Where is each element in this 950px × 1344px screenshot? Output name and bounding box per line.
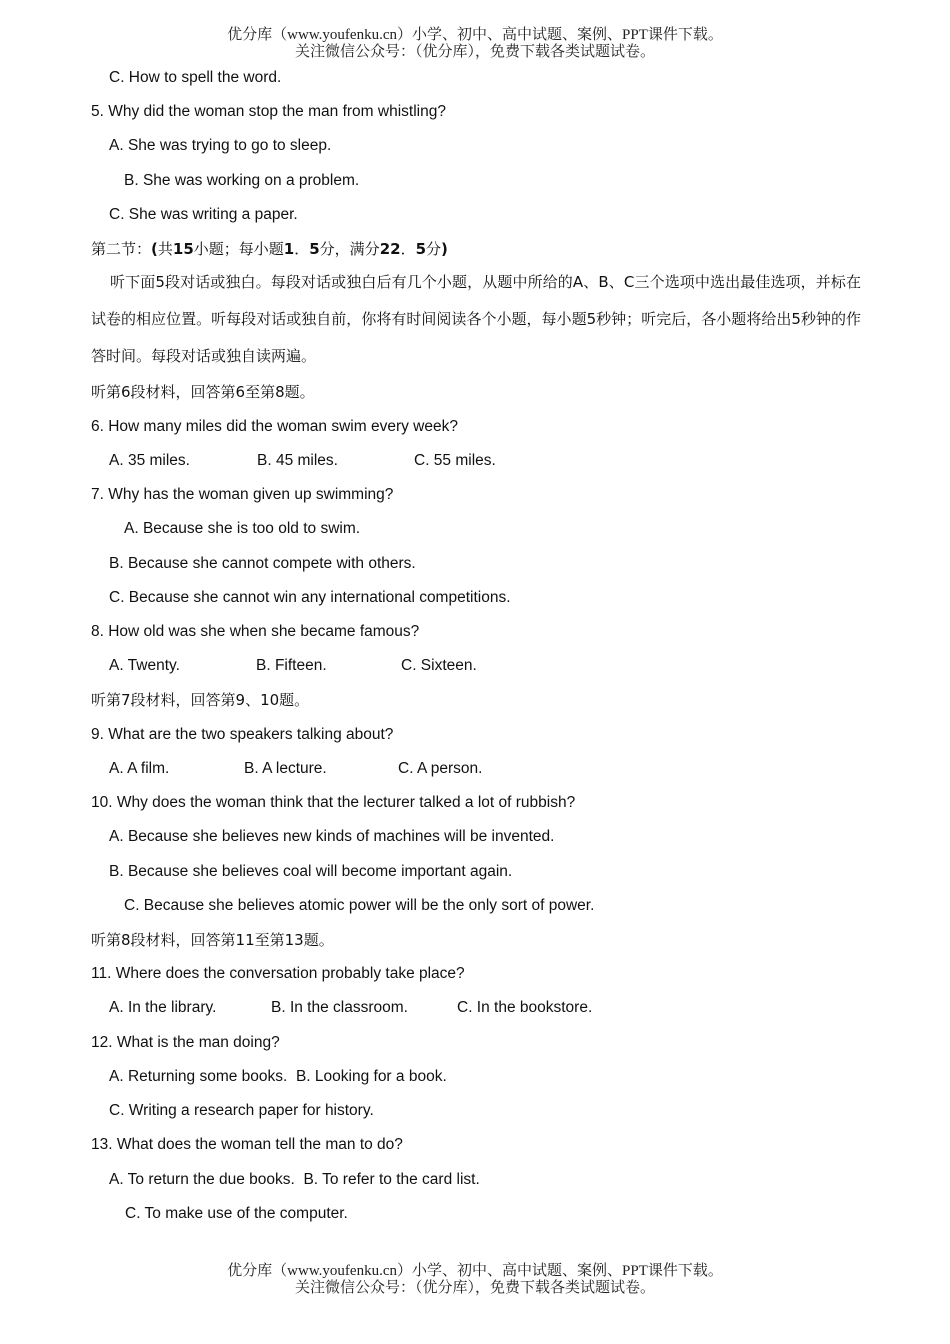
q12-option-c: C. Writing a research paper for history.	[109, 1102, 374, 1119]
header-line-1: 优分库（www.youfenku.cn）小学、初中、高中试题、案例、PPT课件下载。	[227, 27, 723, 43]
q6-option-a: A. 35 miles.	[109, 452, 190, 469]
q13-options-ab: A. To return the due books. B. To refer to the card list.	[109, 1171, 480, 1188]
q10-option-c: C. Because she believes atomic power will be the only sort of power.	[124, 897, 595, 914]
footer-line-2: 关注微信公众号：（优分库），免费下载各类试题试卷。	[294, 1280, 655, 1296]
q8-option-a: A. Twenty.	[109, 657, 180, 674]
q11-option-c: C. In the bookstore.	[457, 999, 593, 1016]
section-2-title: 第二节：(共15小题；每小题1．5分，满分22．5分)	[91, 240, 448, 258]
q6-option-c: C. 55 miles.	[414, 452, 496, 469]
q9-option-a: A. A film.	[109, 760, 170, 777]
q9-option-b: B. A lecture.	[244, 760, 327, 777]
page-header	[0, 27, 950, 61]
q7-option-c: C. Because she cannot win any international competitions.	[109, 589, 511, 606]
q8-option-c: C. Sixteen.	[401, 657, 477, 674]
q10-stem: 10. Why does the woman think that the lecturer talked a lot of rubbish?	[91, 794, 576, 811]
q5-option-c: C. She was writing a paper.	[109, 206, 298, 223]
q13-stem: 13. What does the woman tell the man to do?	[91, 1136, 403, 1153]
header-line-2: 关注微信公众号：（优分库），免费下载各类试题试卷。	[294, 44, 655, 60]
q6-stem: 6. How many miles did the woman swim every week?	[91, 418, 458, 435]
q10-option-b: B. Because she believes coal will become important again.	[109, 863, 513, 880]
q11-stem: 11. Where does the conversation probably take place?	[91, 965, 465, 982]
group-7-heading: 听第7段材料，回答第9、10题。	[91, 691, 310, 709]
footer-line-1: 优分库（www.youfenku.cn）小学、初中、高中试题、案例、PPT课件下载。	[227, 1263, 723, 1279]
q4-option-c: C. How to spell the word.	[109, 69, 282, 86]
page-footer	[0, 1263, 950, 1297]
q13-option-c: C. To make use of the computer.	[125, 1205, 348, 1222]
q8-stem: 8. How old was she when she became famous?	[91, 623, 420, 640]
q9-stem: 9. What are the two speakers talking about?	[91, 726, 394, 743]
q11-option-b: B. In the classroom.	[271, 999, 408, 1016]
q7-option-b: B. Because she cannot compete with others.	[109, 555, 416, 572]
q7-option-a: A. Because she is too old to swim.	[124, 520, 361, 537]
q5-option-a: A. She was trying to go to sleep.	[109, 137, 332, 154]
q7-stem: 7. Why has the woman given up swimming?	[91, 486, 394, 503]
q12-options-ab: A. Returning some books. B. Looking for a book.	[109, 1068, 447, 1085]
q6-option-b: B. 45 miles.	[257, 452, 338, 469]
section-2-instructions: 听下面5段对话或独白。每段对话或独白后有几个小题，从题中所给的A、B、C三个选项中选出最佳选项，并标在试卷的相应位置。听每段对话或独自前，你将有时间阅读各个小题，每小题5秒钟；听完后，各小题将给出5秒钟的作答时间。每段对话或独自读两遍。	[91, 273, 861, 365]
q12-stem: 12. What is the man doing?	[91, 1034, 280, 1051]
group-8-heading: 听第8段材料，回答第11至第13题。	[91, 931, 334, 949]
group-6-heading: 听第6段材料，回答第6至第8题。	[91, 383, 315, 401]
q9-option-c: C. A person.	[398, 760, 483, 777]
q10-option-a: A. Because she believes new kinds of machines will be invented.	[109, 828, 555, 845]
q5-stem: 5. Why did the woman stop the man from whistling?	[91, 103, 446, 120]
q11-option-a: A. In the library.	[109, 999, 217, 1016]
q8-option-b: B. Fifteen.	[256, 657, 327, 674]
q5-option-b: B. She was working on a problem.	[124, 172, 360, 189]
